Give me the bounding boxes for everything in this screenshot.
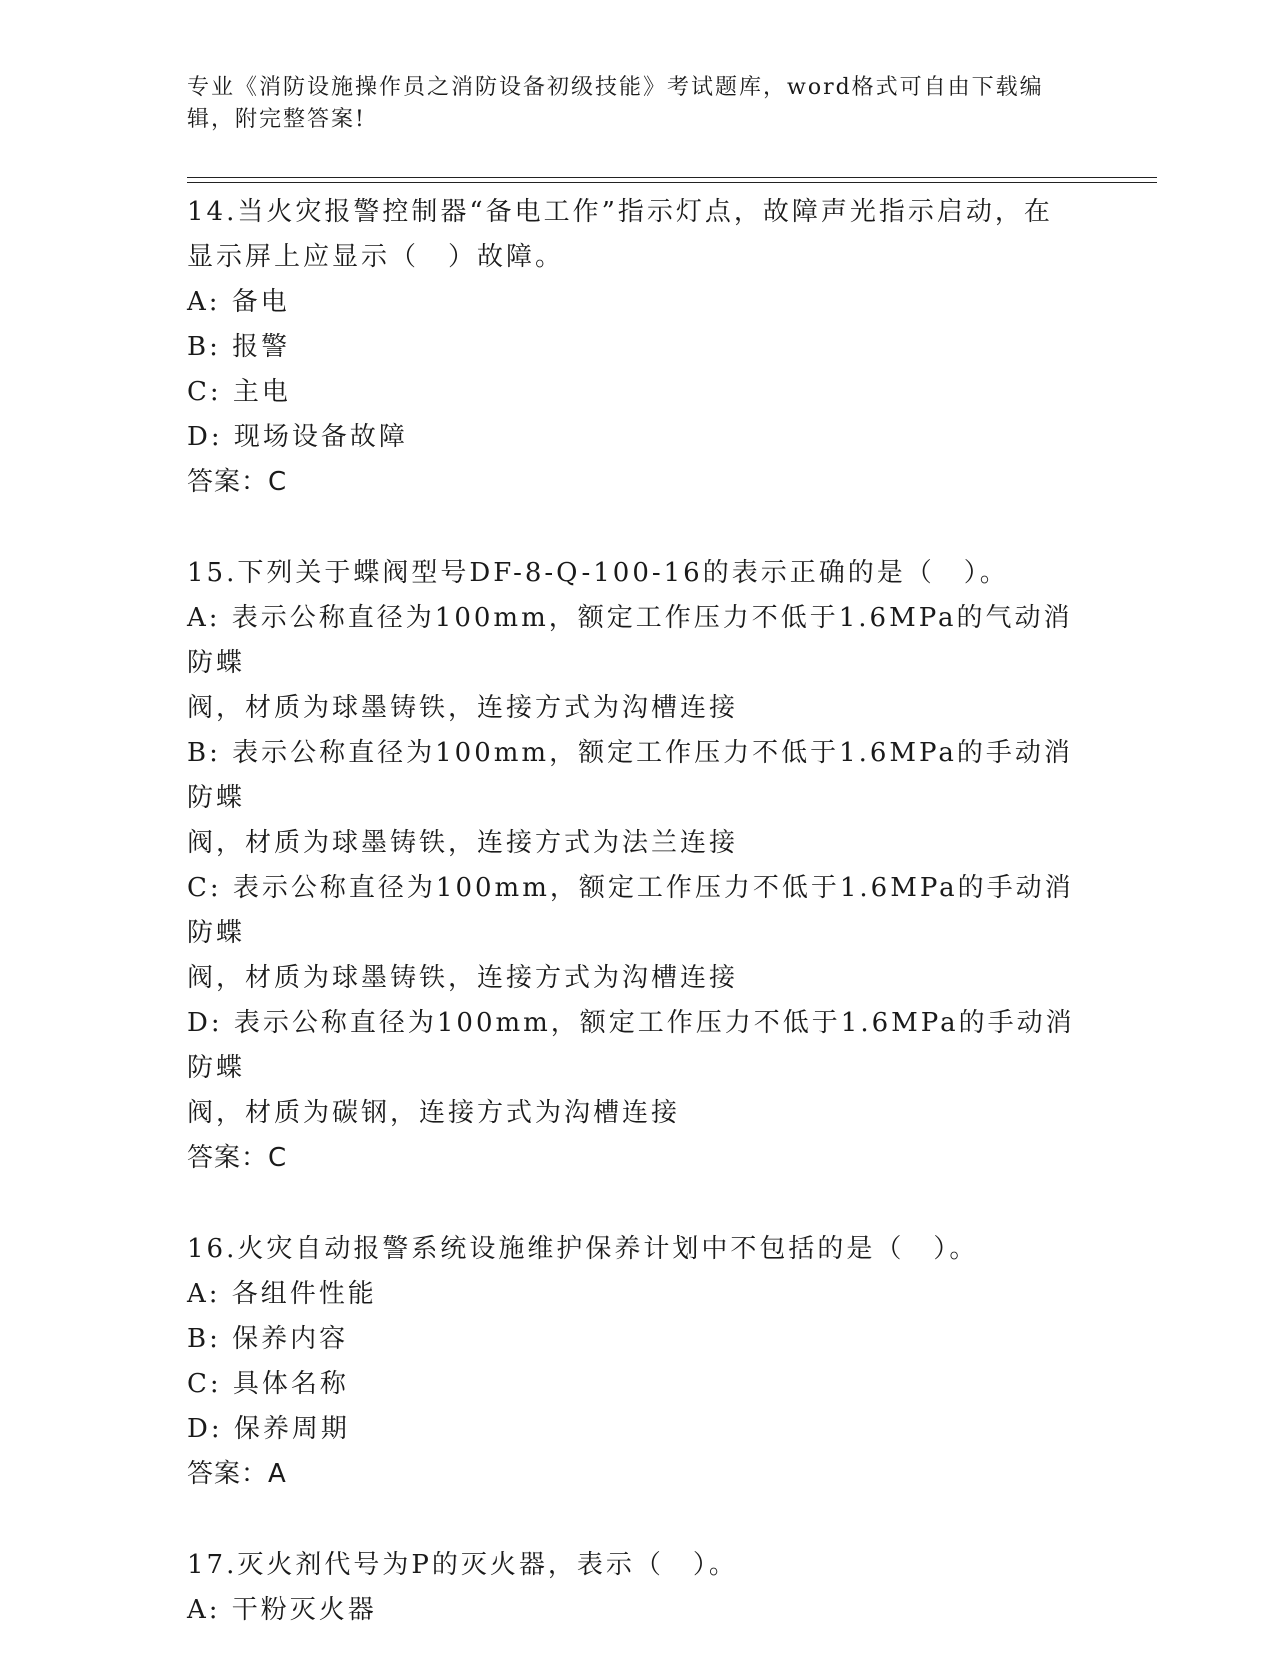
header-divider <box>187 182 1157 183</box>
question-block <box>187 1227 1087 1497</box>
question-stem: 显示屏上应显示（ ）故障。 <box>187 242 565 272</box>
question-stem: 17.灭火剂代号为P的灭火器，表示（ ）。 <box>187 1550 738 1580</box>
answer-option: 阀，材质为球墨铸铁，连接方式为法兰连接 <box>187 828 739 858</box>
answer-option: 阀，材质为球墨铸铁，连接方式为沟槽连接 <box>187 693 739 723</box>
answer-key: 答案：A <box>187 1459 287 1489</box>
header-line: 辑，附完整答案! <box>187 107 366 132</box>
question-stem: 14.当火灾报警控制器“备电工作”指示灯点，故障声光指示启动，在 <box>187 197 1053 227</box>
answer-option: C: 主电 <box>187 377 291 407</box>
answer-option: D: 保养周期 <box>187 1414 350 1444</box>
answer-option: A: 表示公称直径为100mm，额定工作压力不低于1.6MPa的气动消防蝶 <box>187 603 1073 678</box>
answer-key: 答案：C <box>187 467 288 497</box>
answer-option: C: 表示公称直径为100mm，额定工作压力不低于1.6MPa的手动消防蝶 <box>187 873 1074 948</box>
answer-option: B: 保养内容 <box>187 1324 349 1354</box>
answer-option: 阀，材质为球墨铸铁，连接方式为沟槽连接 <box>187 963 739 993</box>
answer-option: D: 现场设备故障 <box>187 422 408 452</box>
answer-option: A: 备电 <box>187 287 290 317</box>
question-list <box>187 190 1087 1679</box>
answer-key: 答案：C <box>187 1143 288 1173</box>
answer-option: B: 表示公称直径为100mm，额定工作压力不低于1.6MPa的手动消防蝶 <box>187 738 1073 813</box>
answer-option: B: 报警 <box>187 332 291 362</box>
answer-option: A: 干粉灭火器 <box>187 1595 377 1625</box>
question-block <box>187 190 1087 505</box>
question-stem: 15.下列关于蝶阀型号DF-8-Q-100-16的表示正确的是（ ）。 <box>187 558 1009 588</box>
answer-option: A: 各组件性能 <box>187 1279 377 1309</box>
question-stem: 16.火灾自动报警系统设施维护保养计划中不包括的是（ ）。 <box>187 1234 979 1264</box>
header-line: 专业《消防设施操作员之消防设备初级技能》考试题库，word格式可自由下载编 <box>187 75 1044 100</box>
question-block <box>187 1543 1087 1633</box>
answer-option: C: 具体名称 <box>187 1369 349 1399</box>
header-divider <box>187 177 1157 178</box>
answer-option: D: 表示公称直径为100mm，额定工作压力不低于1.6MPa的手动消防蝶 <box>187 1008 1075 1083</box>
answer-option: 阀，材质为碳钢，连接方式为沟槽连接 <box>187 1098 681 1128</box>
question-block <box>187 551 1087 1181</box>
document-header <box>187 72 1077 136</box>
